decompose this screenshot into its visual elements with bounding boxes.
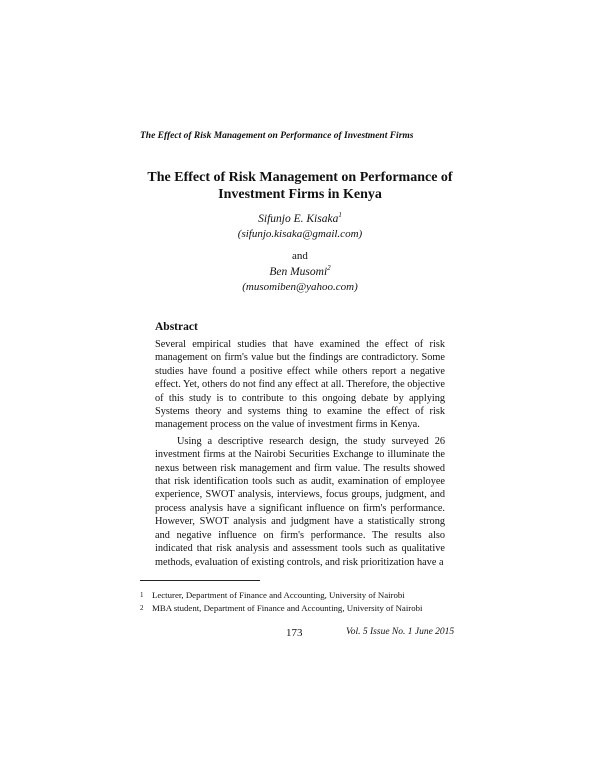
footnote-1 — [140, 590, 470, 601]
footnote-divider — [140, 580, 260, 581]
footnote-1-marker: 1 — [140, 591, 144, 599]
author-2-email: (musomiben@yahoo.com) — [242, 281, 358, 293]
footnote-2 — [140, 603, 470, 614]
footnote-2-marker: 2 — [140, 604, 144, 612]
author-2-footnote-marker: 2 — [327, 264, 331, 273]
abstract-paragraph-2: Using a descriptive research design, the study surveyed 26 investment firms at the Nairobi Securities Exchange to illuminate the nexus between risk management and firm value. The results showed that risk identification tools such as audit, examination of employee experience, SWOT analysis, interviews, focus groups, judgment, and process analysis have a significant influence on firm's performance. However, SWOT analysis and judgment have a statistically strong and negative influence on firm's performance. The results also indicated that risk analysis and assessment tools such as qualitative methods, evaluation of existing controls, and risk prioritization have a — [155, 435, 445, 568]
footnote-2-text: MBA student, Department of Finance and Accounting, University of Nairobi — [152, 603, 423, 613]
running-header: The Effect of Risk Management on Performance of Investment Firms — [140, 131, 414, 141]
author-1-email: (sifunjo.kisaka@gmail.com) — [237, 228, 363, 240]
paper-title — [120, 169, 480, 203]
author-separator: and — [292, 250, 308, 262]
author-2 — [0, 266, 600, 278]
footnote-1-text: Lecturer, Department of Finance and Accounting, University of Nairobi — [152, 590, 405, 600]
author-1-footnote-marker: 1 — [338, 211, 342, 220]
author-1 — [0, 213, 600, 225]
author-2-name: Ben Musomi — [269, 266, 328, 278]
page-number: 173 — [286, 627, 303, 639]
paper-title-line-2: Investment Firms in Kenya — [218, 187, 382, 202]
paper-title-line-1: The Effect of Risk Management on Performance of — [147, 170, 453, 185]
journal-info: Vol. 5 Issue No. 1 June 2015 — [346, 627, 455, 637]
abstract-body — [155, 338, 445, 569]
author-1-name: Sifunjo E. Kisaka — [258, 213, 339, 225]
abstract-paragraph-1: Several empirical studies that have examined the effect of risk management on firm's value but the findings are contradictory. Some studies have found a positive effect while others report a negative effect. Yet, others do not find any effect at all. Therefore, the objective of this study is to contribute to this ongoing debate by applying Systems theory and systems thing to examine the effect of risk management process on the value of investment firms in Kenya. — [155, 339, 445, 431]
abstract-heading: Abstract — [155, 321, 198, 333]
